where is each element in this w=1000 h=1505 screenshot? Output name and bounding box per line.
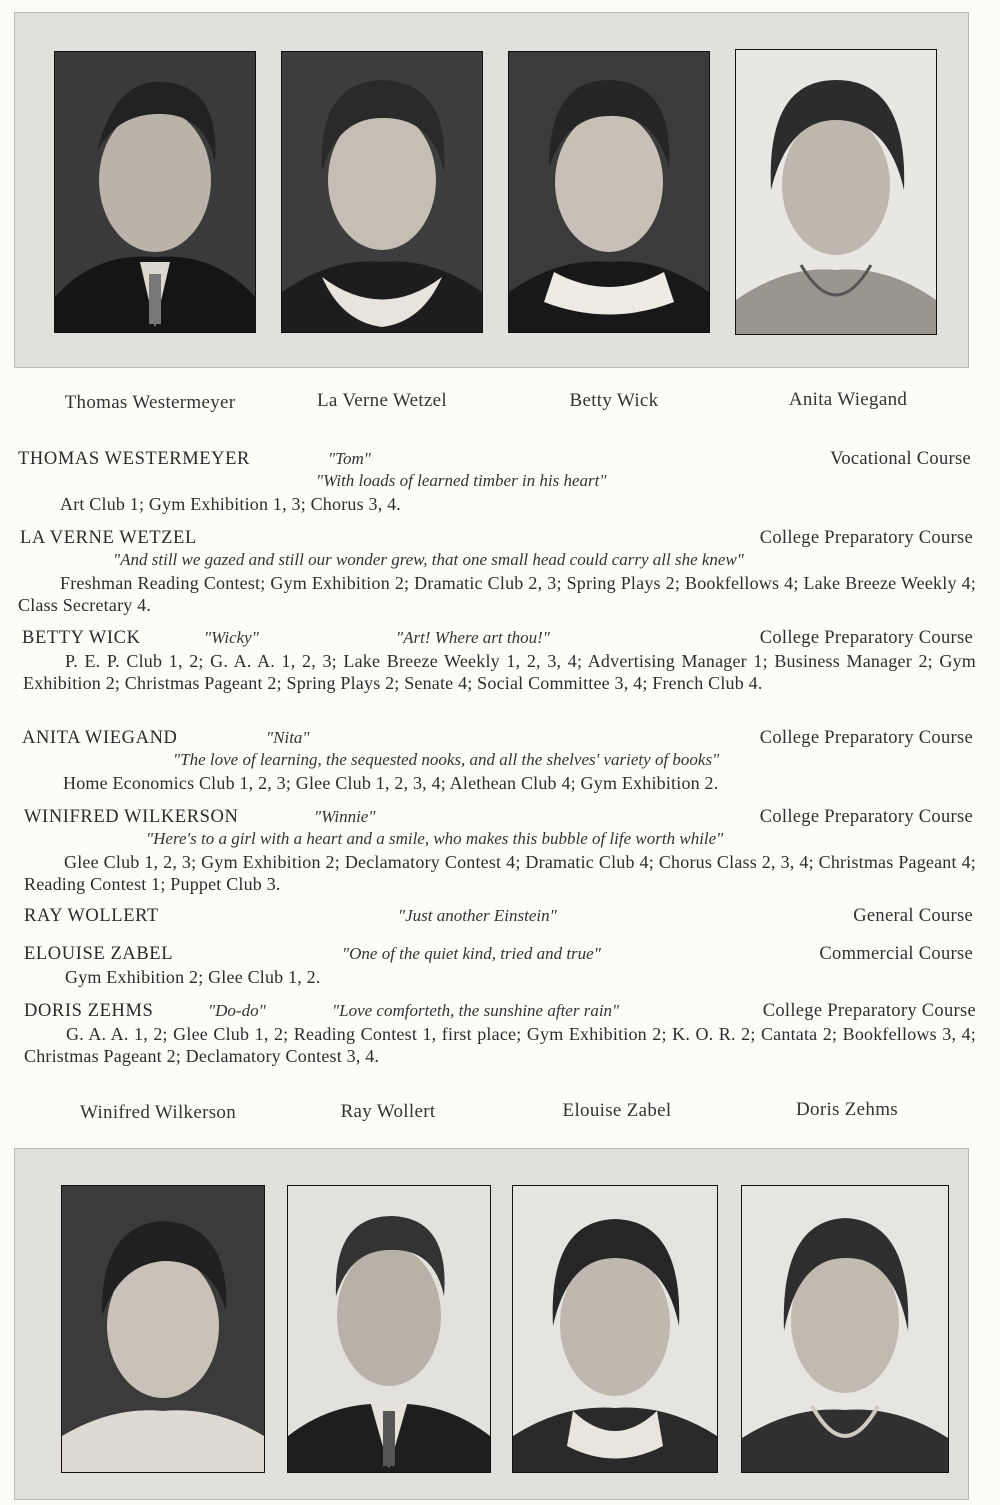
student-nickname: "Winnie"	[314, 807, 376, 826]
caption-top-3: Betty Wick	[569, 390, 659, 411]
student-course: Commercial Course	[819, 944, 973, 964]
student-name: THOMAS WESTERMEYER	[18, 449, 250, 469]
portrait-elouise-zabel	[512, 1185, 718, 1473]
portrait-thomas-westermeyer	[54, 51, 256, 333]
student-motto: "Here's to a girl with a heart and a smile, who makes this bubble of life worth while"	[146, 829, 724, 848]
entry-betty-wick	[18, 628, 976, 694]
student-motto: "The love of learning, the sequested nooks, and all the shelves' variety of books"	[173, 750, 720, 769]
student-motto: "And still we gazed and still our wonder grew, that one small head could carry all she knew"	[113, 550, 744, 569]
student-name: DORIS ZEHMS	[24, 1001, 154, 1021]
student-motto: "Love comforteth, the sunshine after rain"	[332, 1001, 620, 1020]
entry-winifred-wilkerson	[18, 807, 976, 895]
student-course: College Preparatory Course	[759, 528, 973, 548]
student-nickname: "Wicky"	[204, 628, 259, 647]
student-activities: Glee Club 1, 2, 3; Gym Exhibition 2; Declamatory Contest 4; Dramatic Club 4; Chorus Class 2, 3, 4; Christmas Pageant 4; Reading Contest 1; Puppet Club 3.	[24, 852, 976, 894]
student-name: LA VERNE WETZEL	[20, 528, 197, 548]
entry-la-verne-wetzel	[18, 528, 976, 616]
portrait-anita-wiegand	[735, 49, 937, 335]
student-course: Vocational Course	[830, 449, 971, 469]
student-course: College Preparatory Course	[759, 728, 973, 748]
student-course: General Course	[853, 906, 973, 926]
student-nickname: "Tom"	[328, 449, 371, 468]
caption-top-1: Thomas Westermeyer	[64, 392, 236, 413]
student-activities: P. E. P. Club 1, 2; G. A. A. 1, 2, 3; Lake Breeze Weekly 1, 2, 3, 4; Advertising Manager 1; Business Manager 2; Gym Exhibition 2; Christmas Pageant 2; Spring Plays 2; Senate 4; Social Committee 3, 4; French Club 4.	[23, 651, 976, 693]
student-nickname: "Nita"	[266, 728, 310, 747]
caption-top-2: La Verne Wetzel	[317, 390, 447, 411]
student-name: ANITA WIEGAND	[22, 728, 178, 748]
caption-top-4: Anita Wiegand	[788, 389, 908, 410]
caption-bottom-1: Winifred Wilkerson	[79, 1102, 236, 1123]
student-name: WINIFRED WILKERSON	[24, 807, 239, 827]
student-course: College Preparatory Course	[759, 628, 973, 648]
student-name: RAY WOLLERT	[24, 906, 159, 926]
entry-ray-wollert	[18, 906, 976, 928]
student-activities: Freshman Reading Contest; Gym Exhibition 2; Dramatic Club 2, 3; Spring Plays 2; Bookfellows 4; Lake Breeze Weekly 4; Class Secretary 4.	[18, 573, 976, 615]
student-name: BETTY WICK	[22, 628, 141, 648]
portrait-betty-wick	[508, 51, 710, 333]
caption-bottom-4: Doris Zehms	[796, 1099, 898, 1120]
caption-bottom-3: Elouise Zabel	[562, 1100, 672, 1121]
student-motto: "Art! Where art thou!"	[396, 628, 550, 647]
student-nickname: "Do-do"	[208, 1001, 266, 1020]
entry-thomas-westermeyer	[18, 449, 976, 515]
student-motto: "One of the quiet kind, tried and true"	[342, 944, 601, 963]
student-course: College Preparatory Course	[762, 1001, 976, 1021]
bottom-photo-panel	[14, 1148, 969, 1500]
student-course: College Preparatory Course	[759, 807, 973, 827]
student-motto: "Just another Einstein"	[398, 906, 557, 925]
entry-anita-wiegand	[18, 728, 976, 794]
portrait-ray-wollert	[287, 1185, 491, 1473]
student-activities: Gym Exhibition 2; Glee Club 1, 2.	[65, 967, 321, 987]
student-activities: G. A. A. 1, 2; Glee Club 1, 2; Reading Contest 1, first place; Gym Exhibition 2; K. O. R. 2; Cantata 2; Bookfellows 3, 4; Christmas Pageant 2; Declamatory Contest 3, 4.	[24, 1024, 976, 1066]
portrait-la-verne-wetzel	[281, 51, 483, 333]
entry-elouise-zabel	[18, 944, 976, 988]
top-photo-panel	[14, 12, 969, 368]
student-activities: Home Economics Club 1, 2, 3; Glee Club 1, 2, 3, 4; Alethean Club 4; Gym Exhibition 2.	[63, 773, 719, 793]
student-name: ELOUISE ZABEL	[24, 944, 174, 964]
student-motto: "With loads of learned timber in his heart"	[316, 471, 607, 490]
caption-bottom-2: Ray Wollert	[340, 1101, 436, 1122]
student-activities: Art Club 1; Gym Exhibition 1, 3; Chorus 3, 4.	[60, 494, 402, 514]
portrait-winifred-wilkerson	[61, 1185, 265, 1473]
entry-doris-zehms	[18, 1001, 976, 1067]
portrait-doris-zehms	[741, 1185, 949, 1473]
